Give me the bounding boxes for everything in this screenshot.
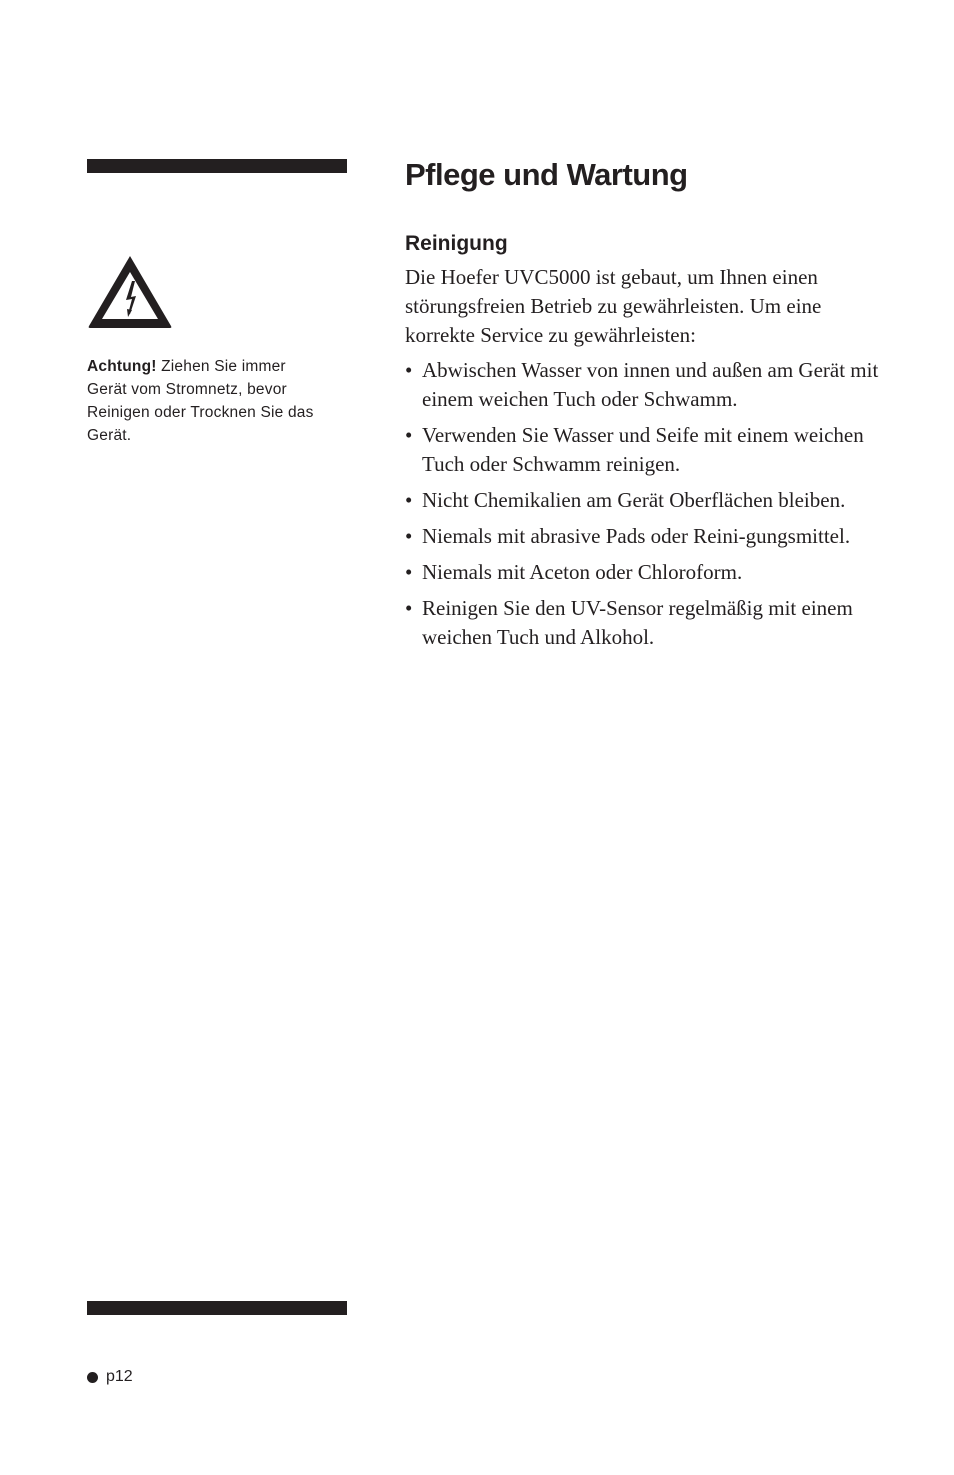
warning-note [87,355,327,447]
page-footer [87,1366,133,1388]
bullet-icon: • [405,524,413,548]
warning-note-label: Achtung! [87,358,157,375]
bullet-icon: • [405,596,413,620]
warning-note-text: Ziehen Sie immer Gerät vom Stromnetz, bevor Reinigen oder Trocknen Sie das Gerät. [87,358,314,444]
intro-paragraph: Die Hoefer UVC5000 ist gebaut, um Ihnen einen störungsfreien Betrieb zu gewährleisten. Um eine korrekte Service zu gewährleisten: [405,265,822,347]
list-item-text: Verwenden Sie Wasser und Seife mit einem weichen Tuch oder Schwamm reinigen. [422,423,864,476]
bullet-icon: • [405,423,413,447]
list-item-text: Nicht Chemikalien am Gerät Oberflächen bleiben. [422,488,846,512]
list-item-text: Niemals mit Aceton oder Chloroform. [422,560,743,584]
bullet-icon: • [405,488,413,512]
bullet-icon: • [405,358,413,382]
list-item [405,594,880,652]
section-title: Reinigung [405,232,508,255]
page-number: p12 [106,1368,133,1385]
page-bullet-icon [87,1372,98,1383]
list-item [405,486,880,515]
list-item-text: Reinigen Sie den UV-Sensor regelmäßig mit einem weichen Tuch und Alkohol. [422,596,853,649]
list-item-text: Niemals mit abrasive Pads oder Reini-gungsmittel. [422,524,851,548]
cleaning-bullet-list [405,356,880,652]
list-item [405,356,880,414]
page-title: Pflege und Wartung [405,157,688,192]
high-voltage-warning-icon [86,253,174,330]
top-divider-bar [87,159,347,173]
bullet-icon: • [405,560,413,584]
bottom-divider-bar [87,1301,347,1315]
list-item-text: Abwischen Wasser von innen und außen am Gerät mit einem weichen Tuch oder Schwamm. [422,358,879,411]
list-item [405,522,880,551]
list-item [405,421,880,479]
main-content [405,151,880,659]
list-item [405,558,880,587]
